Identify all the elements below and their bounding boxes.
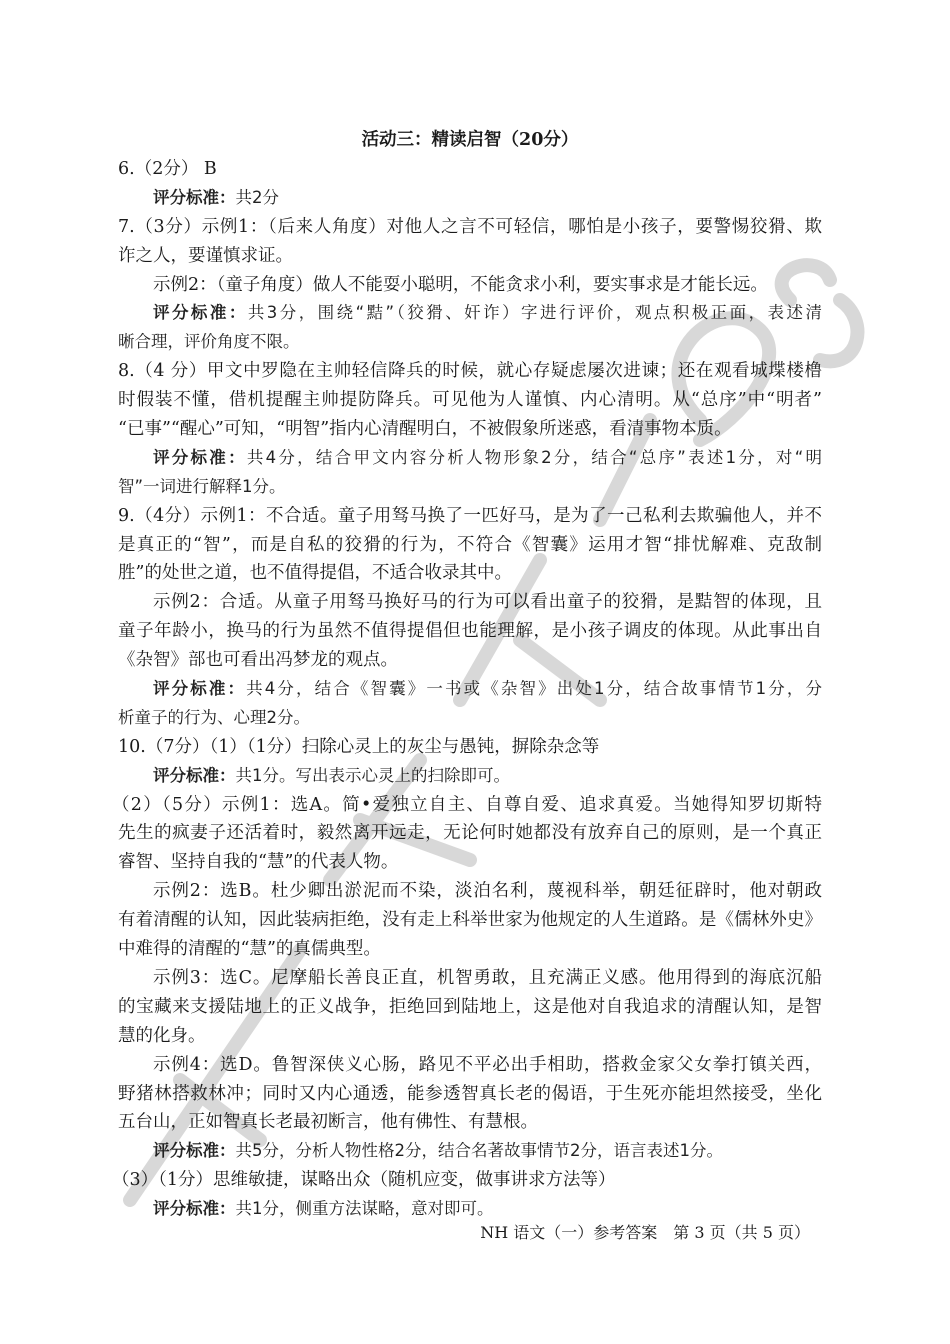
text-line xyxy=(118,1080,822,1109)
line-text: 共5分，分析人物性格2分，结合名著故事情节2分，语言表述1分。 xyxy=(235,1141,723,1161)
text-line xyxy=(118,1051,822,1080)
line-text: 智”一词进行解释1分。 xyxy=(118,476,286,496)
text-line xyxy=(118,1022,822,1051)
line-text: 7.（3分）示例1：（后来人角度）对他人之言不可轻信，哪怕是小孩子，要警惕狡猾、欺 xyxy=(118,216,822,237)
sub-block xyxy=(112,791,822,878)
text-line xyxy=(118,964,822,993)
line-text: 共4分，结合《智囊》一书或《杂智》出处1分，结合故事情节1分，分 xyxy=(246,679,822,699)
line-text: 五台山，正如智真长老最初断言，他有佛性、有慧根。 xyxy=(118,1112,538,1133)
scoring-label: 评分标准： xyxy=(153,447,247,467)
scoring-criteria xyxy=(118,762,822,791)
answer-block xyxy=(118,357,822,444)
line-text: 共1分，侧重方法谋略，意对即可。 xyxy=(235,1199,494,1219)
text-line xyxy=(118,242,822,271)
line-text: 示例2：合适。从童子用驽马换好马的行为可以看出童子的狡猾，是黠智的体现，且 xyxy=(153,592,822,613)
text-line xyxy=(118,299,822,328)
text-line xyxy=(118,357,822,386)
scoring-criteria xyxy=(118,675,822,733)
line-text: 野猪林搭救林冲；同时又内心通透，能参透智真长老的偈语，于生死亦能坦然接受，坐化 xyxy=(118,1083,822,1104)
text-line xyxy=(118,502,822,531)
line-text: 共4分，结合甲文内容分析人物形象2分，结合“总序”表述1分，对“明 xyxy=(246,447,822,467)
line-text: 示例3：选C。尼摩船长善良正直，机智勇敢，且充满正义感。他用得到的海底沉船 xyxy=(153,967,822,988)
text-line xyxy=(112,1166,822,1195)
example-block xyxy=(118,588,822,675)
scoring-label: 评分标准： xyxy=(153,303,248,323)
text-line xyxy=(118,1137,822,1166)
text-line xyxy=(118,213,822,242)
text-line xyxy=(118,675,822,704)
line-text: 中难得的清醒的“慧”的真儒典型。 xyxy=(118,939,381,960)
text-line xyxy=(118,588,822,617)
line-text: 9.（4分）示例1：不合适。童子用驽马换了一匹好马，是为了一己私利去欺骗他人，并不 xyxy=(118,505,822,526)
scoring-label: 评分标准： xyxy=(153,765,236,785)
scoring-criteria xyxy=(118,184,822,213)
line-text: 示例4：选D。鲁智深侠义心肠，路见不平必出手相助，搭救金家父女拳打镇关西， xyxy=(153,1054,822,1075)
text-line xyxy=(112,791,822,820)
line-text: “已事”“醒心”可知，“明智”指内心清醒明白，不被假象所迷惑，看清事物本质。 xyxy=(118,419,732,440)
line-text: 10.（7分）（1）（1分）扫除心灵上的灰尘与愚钝，摒除杂念等 xyxy=(118,736,600,757)
scoring-label: 评分标准： xyxy=(153,679,247,699)
scoring-criteria xyxy=(118,299,822,357)
line-text: 共3分，围绕“黠”（狡猾、奸诈）字进行评价，观点积极正面，表述清 xyxy=(247,303,822,323)
sub-block xyxy=(112,1166,822,1195)
example-block xyxy=(118,1051,822,1138)
text-line xyxy=(118,444,822,473)
line-text: 有着清醒的认知，因此装病拒绝，没有走上科举世家为他规定的人生道路。是《儒林外史》 xyxy=(118,910,822,931)
text-line xyxy=(118,473,822,502)
text-line xyxy=(118,271,822,300)
line-text: 时假装不懂，借机提醒主帅提防降兵。可见他为人谨慎、内心清明。从“总序”中“明者” xyxy=(118,390,822,411)
text-line xyxy=(118,993,822,1022)
scoring-label: 评分标准： xyxy=(153,1141,236,1161)
line-text: 《杂智》部也可看出冯梦龙的观点。 xyxy=(118,650,398,671)
answer-block xyxy=(118,502,822,589)
answer-block xyxy=(118,213,822,271)
text-line xyxy=(118,906,822,935)
text-line xyxy=(118,415,822,444)
text-line xyxy=(118,559,822,588)
line-text: （2）（5分）示例1：选A。简•爱独立自主、自尊自爱、追求真爱。当她得知罗切斯特 xyxy=(112,794,822,815)
example-block xyxy=(118,877,822,964)
section-title: 活动三：精读启智（20分） xyxy=(361,130,579,150)
scoring-criteria xyxy=(118,444,822,502)
line-text: 慧的化身。 xyxy=(118,1025,206,1046)
line-text: 析童子的行为、心理2分。 xyxy=(118,707,310,727)
text-line xyxy=(118,531,822,560)
line-text: 的宝藏来支援陆地上的正义战争，拒绝回到陆地上，这是他对自我追求的清醒认知，是智 xyxy=(118,996,822,1017)
answer-document xyxy=(112,155,822,1224)
line-text: 8.（4 分）甲文中罗隐在主帅轻信降兵的时候，就心存疑虑屡次进谏；还在观看城堞楼橹 xyxy=(118,361,822,382)
line-text: 是真正的“智”，而是自私的狡猾的行为，不符合《智囊》运用才智“排忧解难、克敌制 xyxy=(118,534,822,555)
text-line xyxy=(118,328,822,357)
answer-block xyxy=(118,733,822,762)
line-text: 示例2：（童子角度）做人不能耍小聪明，不能贪求小利，要实事求是才能长远。 xyxy=(153,274,768,295)
scoring-label: 评分标准： xyxy=(153,187,236,207)
text-line xyxy=(118,935,822,964)
text-line xyxy=(118,704,822,733)
text-line xyxy=(118,819,822,848)
text-line xyxy=(118,617,822,646)
line-text: 晰合理，评价角度不限。 xyxy=(118,332,300,352)
answer-block xyxy=(118,155,822,184)
line-text: 诈之人，要谨慎求证。 xyxy=(118,245,293,266)
line-text: 睿智、坚持自我的“慧”的代表人物。 xyxy=(118,852,399,873)
example-block xyxy=(118,271,822,300)
line-text: 胜”的处世之道，也不值得提倡，不适合收录其中。 xyxy=(118,563,512,584)
line-text: 童子年龄小，换马的行为虽然不值得提倡但也能理解，是小孩子调皮的体现。从此事出自 xyxy=(118,621,822,642)
text-line xyxy=(118,848,822,877)
scoring-label: 评分标准： xyxy=(153,1199,236,1219)
scoring-criteria xyxy=(118,1137,822,1166)
line-text: 示例2：选B。杜少卿出淤泥而不染，淡泊名利，蔑视科举，朝廷征辟时，他对朝政 xyxy=(153,881,822,902)
text-line xyxy=(118,184,822,213)
text-line xyxy=(118,646,822,675)
text-line xyxy=(118,733,822,762)
line-text: （3）（1分）思维敏捷，谋略出众（随机应变，做事讲求方法等） xyxy=(112,1170,616,1191)
line-text: 先生的疯妻子还活着时，毅然离开远走，无论何时她都没有放弃自己的原则，是一个真正 xyxy=(118,823,822,844)
line-text: 共1分。写出表示心灵上的扫除即可。 xyxy=(235,765,510,785)
example-block xyxy=(118,964,822,1051)
text-line xyxy=(118,877,822,906)
line-text: 共2分 xyxy=(235,187,279,207)
text-line xyxy=(118,155,822,184)
text-line xyxy=(118,1108,822,1137)
text-line xyxy=(118,386,822,415)
line-text: 6.（2分） B xyxy=(118,159,217,179)
text-line xyxy=(118,762,822,791)
page-footer: NH 语文（一）参考答案 第 3 页（共 5 页） xyxy=(480,1223,810,1242)
